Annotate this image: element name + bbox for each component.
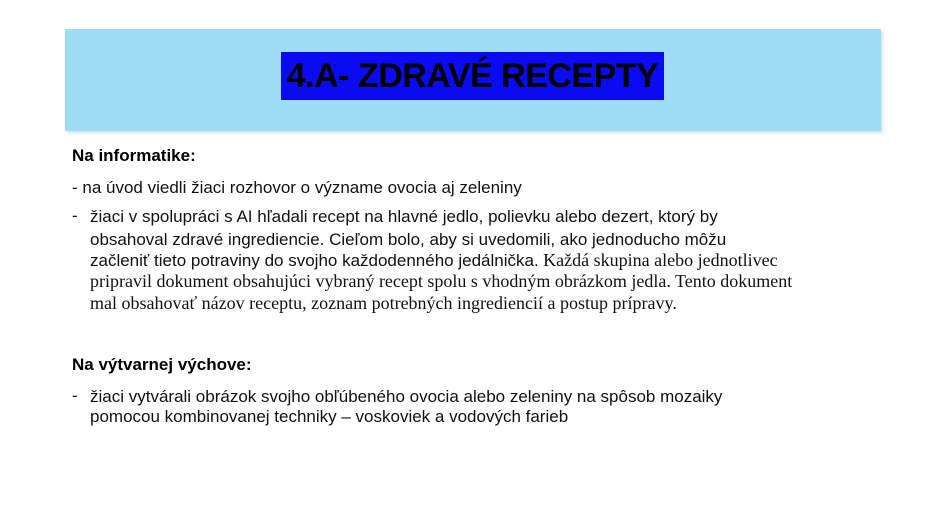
- bullet-text-line: mal obsahovať názov receptu, zoznam potrebných ingrediencií a postup prípravy.: [90, 293, 677, 313]
- bullet-marker: -: [72, 206, 78, 225]
- bullet-marker: -: [72, 386, 78, 405]
- intro-line: - na úvod viedli žiaci rozhovor o význame ovocia aj zeleniny: [72, 178, 522, 197]
- title-highlight: [281, 52, 664, 100]
- bullet-text-line: obsahoval zdravé ingrediencie. Cieľom bolo, aby si uvedomili, ako jednoducho môžu: [90, 230, 727, 249]
- bullet-text-line: [90, 250, 778, 271]
- bullet-text-line: žiaci v spolupráci s AI hľadali recept na hlavné jedlo, polievku alebo dezert, ktorý by: [90, 207, 718, 226]
- bullet-text-line: pomocou kombinovanej techniky – voskoviek a vodových farieb: [90, 407, 569, 426]
- slide-title: 4.A- ZDRAVÉ RECEPTY: [286, 56, 659, 95]
- section-heading-vytvarna: Na výtvarnej výchove:: [72, 355, 252, 374]
- section-heading-informatika: Na informatike:: [72, 146, 196, 165]
- bullet-text-segment: začleniť tieto potraviny do svojho každodenného jedálnička.: [90, 251, 539, 270]
- bullet-text-segment: Každá skupina alebo jednotlivec: [538, 250, 778, 270]
- bullet-text-line: pripravil dokument obsahujúci vybraný recept spolu s vhodným obrázkom jedla. Tento dokument: [90, 271, 793, 291]
- bullet-text-line: žiaci vytvárali obrázok svojho obľúbeného ovocia alebo zeleniny na spôsob mozaiky: [90, 387, 723, 406]
